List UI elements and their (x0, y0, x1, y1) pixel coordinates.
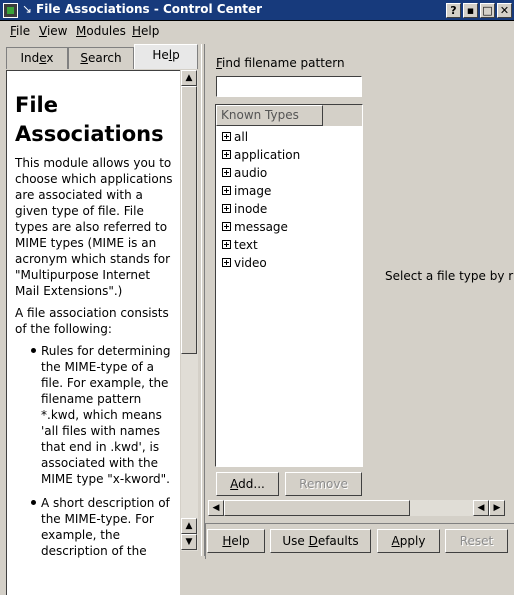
horizontal-scrollbar[interactable] (208, 500, 505, 516)
tree-item-all[interactable] (222, 128, 248, 146)
help-list (15, 343, 174, 559)
menu-modules-mnemonic: M (76, 24, 87, 38)
splitter-handle[interactable] (201, 44, 205, 556)
menu-view-mnemonic: V (39, 24, 47, 38)
scroll-thumb[interactable] (181, 86, 197, 354)
help-list-item: A short description of the MIME-type. For example, the description of the (41, 495, 174, 559)
tab-index-label-post: x (46, 51, 54, 65)
scroll-up-icon[interactable]: ▲ (181, 518, 197, 534)
menu-help-label: elp (141, 24, 160, 38)
tab-search-label-post: earch (88, 51, 122, 65)
tab-index[interactable] (6, 47, 68, 69)
expand-icon[interactable] (222, 186, 231, 195)
tree-item-label: message (234, 220, 288, 234)
tab-help-label-post: p (172, 48, 180, 62)
tab-help-mnemonic: l (168, 48, 173, 62)
apply-label: pply (399, 534, 426, 548)
apply-button[interactable] (377, 529, 440, 553)
tree-item-label: image (234, 184, 272, 198)
reset-button[interactable]: Reset (445, 529, 508, 553)
expand-icon[interactable] (222, 240, 231, 249)
tab-help-label-pre: He (152, 48, 169, 62)
tree-header (216, 105, 362, 126)
find-pattern-input[interactable] (216, 76, 362, 97)
help-title: File Associations (15, 93, 164, 146)
horizontal-scroll-thumb[interactable] (224, 500, 410, 516)
find-pattern-label (216, 56, 345, 70)
use-defaults-mnemonic: D (308, 534, 318, 548)
find-pattern-mnemonic: F (216, 56, 223, 70)
tab-index-mnemonic: e (39, 51, 47, 65)
menu-file-mnemonic: F (10, 24, 17, 38)
help-button[interactable] (207, 529, 265, 553)
expand-icon[interactable] (222, 204, 231, 213)
add-type-label: dd... (238, 477, 265, 491)
help-window-button[interactable]: ? (446, 3, 461, 18)
tab-index-label-pre: Ind (20, 51, 40, 65)
help-paragraph: This module allows you to choose which applications are associated with a given type of file. File types are also referred to MIME types (MIME is an acronym which stands for "Multipurpose Internet Mail Extensions".) (15, 156, 173, 298)
scroll-left-icon[interactable]: ◀ (473, 500, 489, 516)
tree-item-label: text (234, 238, 258, 252)
use-defaults-label-rest: efaults (317, 534, 359, 548)
tab-search-mnemonic: S (80, 51, 88, 65)
app-icon[interactable] (3, 3, 18, 18)
help-paragraph: A file association consists of the following: (15, 306, 169, 336)
menu-help[interactable] (132, 24, 159, 38)
use-defaults-button[interactable] (270, 529, 371, 553)
scroll-left-icon[interactable]: ◀ (208, 500, 224, 516)
help-button-label: elp (231, 534, 250, 548)
select-file-type-hint: Select a file type by r (385, 269, 514, 283)
tree-item-inode[interactable] (222, 200, 267, 218)
find-pattern-label-rest: ind filename pattern (222, 56, 345, 70)
add-type-button[interactable] (216, 472, 279, 496)
menu-modules-label: odules (86, 24, 126, 38)
scroll-down-icon[interactable]: ▼ (181, 534, 197, 550)
help-content (6, 70, 180, 595)
close-button[interactable]: ✕ (497, 3, 512, 18)
scroll-up-icon[interactable]: ▲ (181, 70, 197, 86)
help-list-item: Rules for determining the MIME-type of a file. For example, the filename pattern *.kwd, which means 'all files with names that end in .kwd', is associated with the MIME type "x-kword". (41, 343, 174, 487)
tree-item-label: video (234, 256, 267, 270)
help-button-mnemonic: H (222, 534, 232, 548)
remove-type-button[interactable]: Remove (285, 472, 362, 496)
apply-mnemonic: A (391, 534, 400, 548)
scroll-right-icon[interactable]: ▶ (489, 500, 505, 516)
tree-item-message[interactable] (222, 218, 288, 236)
menu-help-mnemonic: H (132, 24, 142, 38)
tree-item-application[interactable] (222, 146, 300, 164)
known-types-column-header[interactable]: Known Types (216, 105, 323, 126)
window-title: File Associations - Control Center (36, 2, 263, 16)
tree-item-label: all (234, 130, 249, 144)
tree-item-text[interactable] (222, 236, 258, 254)
tree-item-label: inode (234, 202, 268, 216)
menu-file-label: ile (16, 24, 31, 38)
menu-view[interactable] (39, 24, 67, 38)
title-bar (0, 0, 514, 21)
minimize-button[interactable]: ▪ (463, 3, 478, 18)
tree-item-label: application (234, 148, 301, 162)
title-arrow-icon: ↘ (22, 2, 33, 16)
expand-icon[interactable] (222, 168, 231, 177)
left-panel (4, 44, 200, 556)
expand-icon[interactable] (222, 132, 231, 141)
add-type-mnemonic: A (230, 477, 239, 491)
menu-view-label: iew (46, 24, 68, 38)
menu-modules[interactable] (76, 24, 126, 38)
expand-icon[interactable] (222, 222, 231, 231)
tab-search[interactable] (68, 47, 134, 69)
expand-icon[interactable] (222, 258, 231, 267)
tab-help[interactable] (134, 44, 198, 69)
menu-file[interactable] (10, 24, 30, 38)
tree-item-label: audio (234, 166, 268, 180)
use-defaults-label-pre: Use (282, 534, 309, 548)
tree-item-video[interactable] (222, 254, 267, 272)
expand-icon[interactable] (222, 150, 231, 159)
menu-bar (0, 21, 514, 43)
maximize-button[interactable]: □ (480, 3, 495, 18)
tree-item-audio[interactable] (222, 164, 267, 182)
help-scrollbar[interactable] (181, 70, 198, 551)
tree-item-image[interactable] (222, 182, 271, 200)
